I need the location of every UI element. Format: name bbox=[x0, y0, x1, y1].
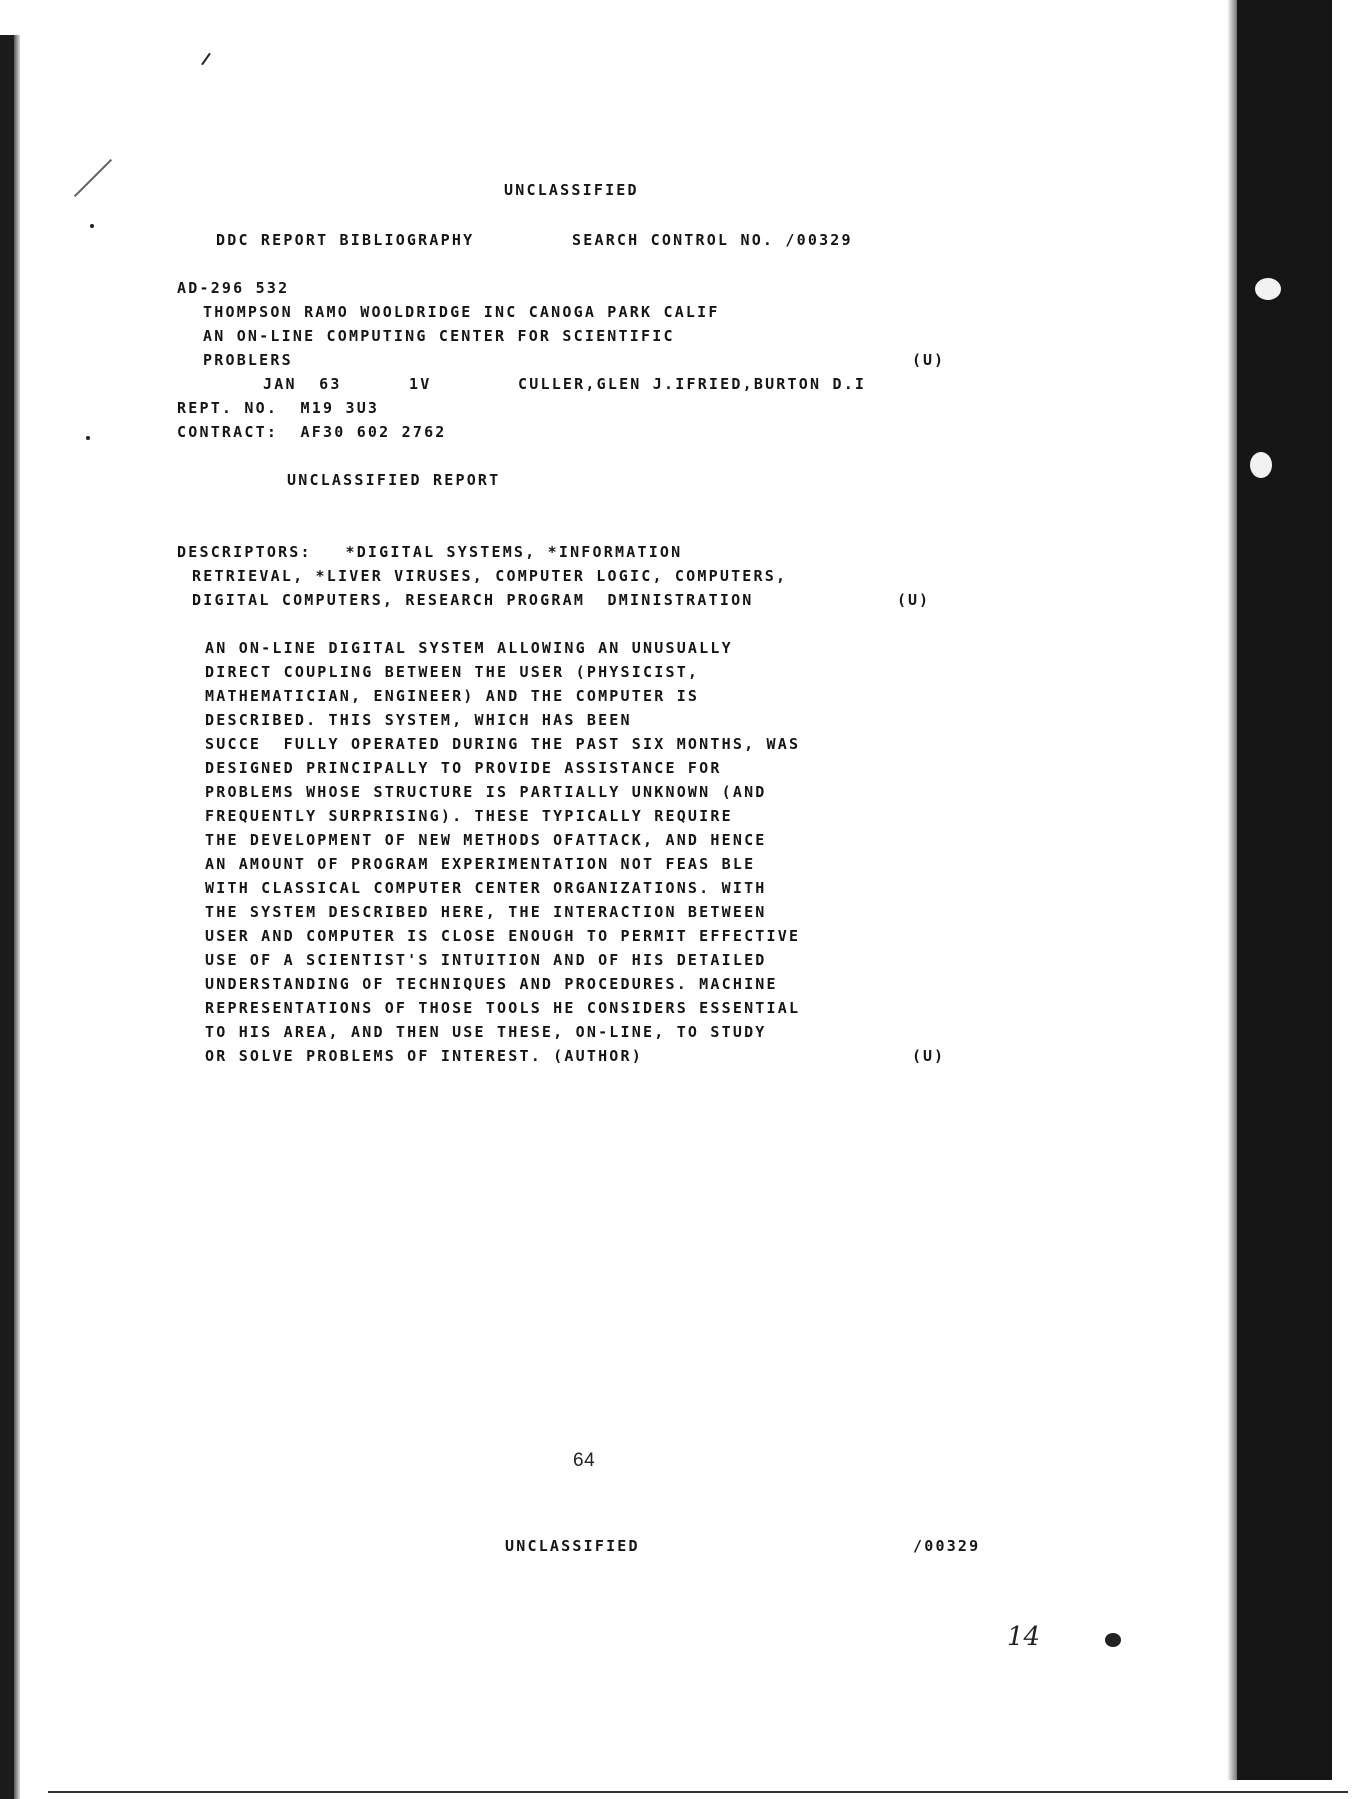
abstract-line: OR SOLVE PROBLEMS OF INTEREST. (AUTHOR) bbox=[205, 1047, 643, 1065]
report-volume: 1V bbox=[409, 375, 432, 393]
report-authors: CULLER,GLEN J.IFRIED,BURTON D.I bbox=[518, 375, 867, 393]
abstract-line: USER AND COMPUTER IS CLOSE ENOUGH TO PERMIT EFFECTIVE bbox=[205, 927, 801, 945]
contract-number: CONTRACT: AF30 602 2762 bbox=[177, 423, 447, 441]
scan-left-border bbox=[0, 35, 14, 1799]
footer-control-number: /00329 bbox=[913, 1537, 981, 1555]
abstract-line: DESIGNED PRINCIPALLY TO PROVIDE ASSISTANCE FOR bbox=[205, 759, 722, 777]
abstract-line: USE OF A SCIENTIST'S INTUITION AND OF HIS DETAILED bbox=[205, 951, 767, 969]
title-classification: (U) bbox=[912, 351, 946, 369]
descriptors-line-2: RETRIEVAL, *LIVER VIRUSES, COMPUTER LOGIC, COMPUTERS, bbox=[192, 567, 788, 585]
bibliography-title: DDC REPORT BIBLIOGRAPHY bbox=[216, 231, 475, 249]
abstract-line: PROBLEMS WHOSE STRUCTURE IS PARTIALLY UNKNOWN (AND bbox=[205, 783, 767, 801]
scan-bottom-edge bbox=[48, 1791, 1348, 1793]
stray-pen-mark bbox=[201, 53, 211, 66]
abstract-line: MATHEMATICIAN, ENGINEER) AND THE COMPUTER IS bbox=[205, 687, 700, 705]
scan-speck bbox=[1250, 452, 1272, 478]
abstract-line: DIRECT COUPLING BETWEEN THE USER (PHYSICIST, bbox=[205, 663, 700, 681]
search-control-number: SEARCH CONTROL NO. /00329 bbox=[572, 231, 853, 249]
stray-dot bbox=[90, 224, 94, 228]
handwritten-note: 14 bbox=[1007, 1622, 1041, 1652]
abstract-line: THE SYSTEM DESCRIBED HERE, THE INTERACTION BETWEEN bbox=[205, 903, 767, 921]
report-number: REPT. NO. M19 3U3 bbox=[177, 399, 380, 417]
abstract-line: THE DEVELOPMENT OF NEW METHODS OFATTACK, AND HENCE bbox=[205, 831, 767, 849]
scan-right-margin bbox=[1332, 0, 1367, 1799]
abstract-line: DESCRIBED. THIS SYSTEM, WHICH HAS BEEN bbox=[205, 711, 632, 729]
stray-dot bbox=[1105, 1633, 1121, 1647]
abstract-line: AN AMOUNT OF PROGRAM EXPERIMENTATION NOT FEAS BLE bbox=[205, 855, 756, 873]
abstract-line: FREQUENTLY SURPRISING). THESE TYPICALLY REQUIRE bbox=[205, 807, 733, 825]
stray-pen-mark bbox=[74, 159, 112, 197]
abstract-classification: (U) bbox=[912, 1047, 946, 1065]
descriptors-classification: (U) bbox=[897, 591, 931, 609]
report-date: JAN 63 bbox=[263, 375, 342, 393]
scan-right-border bbox=[1237, 0, 1332, 1780]
stray-dot bbox=[86, 436, 90, 440]
abstract-line: REPRESENTATIONS OF THOSE TOOLS HE CONSIDERS ESSENTIAL bbox=[205, 999, 801, 1017]
abstract-line: WITH CLASSICAL COMPUTER CENTER ORGANIZATIONS. WITH bbox=[205, 879, 767, 897]
abstract-line: TO HIS AREA, AND THEN USE THESE, ON-LINE, TO STUDY bbox=[205, 1023, 767, 1041]
scan-left-edge bbox=[14, 35, 20, 1799]
scan-right-edge bbox=[1227, 0, 1237, 1780]
report-classification: UNCLASSIFIED REPORT bbox=[287, 471, 501, 489]
abstract-line: SUCCE FULLY OPERATED DURING THE PAST SIX MONTHS, WAS bbox=[205, 735, 801, 753]
report-title-line-2: PROBLERS bbox=[203, 351, 293, 369]
report-title-line-1: AN ON-LINE COMPUTING CENTER FOR SCIENTIFIC bbox=[203, 327, 675, 345]
ad-number: AD-296 532 bbox=[177, 279, 290, 297]
classification-footer: UNCLASSIFIED bbox=[505, 1537, 640, 1555]
classification-header: UNCLASSIFIED bbox=[504, 181, 639, 199]
page-number: 64 bbox=[573, 1450, 596, 1471]
corporate-source: THOMPSON RAMO WOOLDRIDGE INC CANOGA PARK CALIF bbox=[203, 303, 720, 321]
scan-speck bbox=[1255, 278, 1281, 300]
descriptors-line-1: DESCRIPTORS: *DIGITAL SYSTEMS, *INFORMATION bbox=[177, 543, 683, 561]
descriptors-line-3: DIGITAL COMPUTERS, RESEARCH PROGRAM DMINISTRATION bbox=[192, 591, 754, 609]
abstract-line: UNDERSTANDING OF TECHNIQUES AND PROCEDURES. MACHINE bbox=[205, 975, 778, 993]
abstract-line: AN ON-LINE DIGITAL SYSTEM ALLOWING AN UNUSUALLY bbox=[205, 639, 733, 657]
